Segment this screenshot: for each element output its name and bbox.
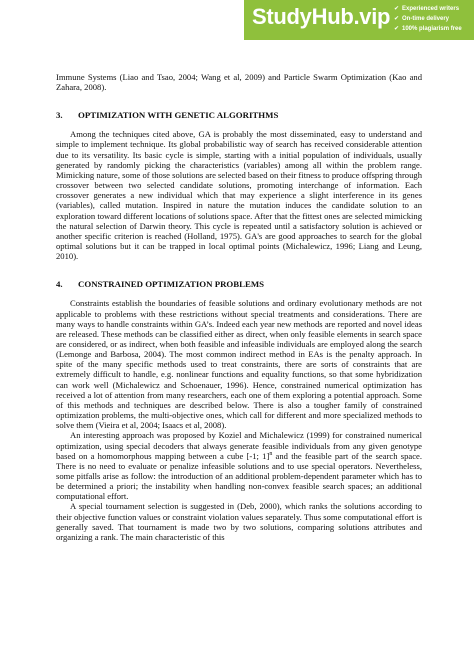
document-page [56,72,422,542]
superscript-n: n [269,450,273,457]
studyhub-logo[interactable]: StudyHub.vip [252,4,391,29]
section-number: 3. [56,110,63,121]
section-3-paragraph: Among the techniques cited above, GA is probably the most disseminated, easy to understand and simple to implement technique. Its global probabilistic way of search has received considerable attention due to its versatility. Its basic cycle is simple, starting with a initial population of individuals, usually generated by randomly picking the characteristics (variables) among all within the problem range. Mimicking nature, some of those solutions are selected based on their fitness to produce offspring through crossover between two selected candidate solutions, promoting interchange of information. Each crossover generates a new individual which that may experience a slight interference in its genes (variables), called mutation. Inspired in nature the mutation induces the candidate solution to an exploration toward different locations of solutions space. After that the fittest ones are selected mimicking the natural selection of Darwin theory. This cycle is repeated until a satisfactory solution is achieved or another specific criterion is reached (Holland, 1975). GA's are good approaches to search for the global optimal solutions but it can be trapped in local optimal points (Michalewicz, 1996; Liang and Leung, 2010). [56,129,422,262]
section-4-paragraph-1: Constraints establish the boundaries of feasible solutions and ordinary evolutionary methods are not applicable to problems with these restrictions without special treatments and considerations. There are many ways to handle constraints within GA’s. Indeed each year new methods are reported and novel ideas are released. These methods can be classified either as direct, when only feasible elements in search space are considered, or as indirect, when both feasible and infeasible individuals are employed along the search (Lemonge and Barbosa, 2004). The most common indirect method in EAs is the penalty approach. In spite of the many specific methods used to treat constraints, there are sorts of constraints that are extremely difficult to handle, e.g. nonlinear functions and equality functions, so that some hybridization can work well (Michalewicz and Schoenauer, 1996). Hence, constrained numerical optimization has received a lot of attention from many researchers, each one of them exploring a potential approach. Some of this methods and techniques are described below. There is also a tougher family of constrained optimization problems, the multi-objective ones, which call for different and more specialized methods to solve them (Vieira et al, 2004; Isaacs et al, 2008). [56,298,422,431]
check-icon: ✔ [394,16,400,22]
section-4-heading [56,279,422,289]
feature-item: ✔ Experienced writers [394,6,460,12]
studyhub-banner[interactable] [244,0,474,40]
section-title: OPTIMIZATION WITH GENETIC ALGORITHMS [78,110,279,121]
feature-item: ✔ On-time delivery [394,16,450,22]
feature-item: ✔ 100% plagiarism free [394,26,462,32]
section-number: 4. [56,279,63,290]
feature-list [394,4,462,34]
section-3-heading [56,110,422,120]
check-icon: ✔ [394,26,400,32]
section-4-paragraph-3: A special tournament selection is suggested in (Deb, 2000), which ranks the solutions according to their objective function values or constraint violation values separately. Thus some computational effort is generally saved. That tournament is made two by two solutions, comparing solutions attributes and organizing a rank. The main characteristic of this [56,501,422,542]
intro-paragraph: Immune Systems (Liao and Tsao, 2004; Wang et al, 2009) and Particle Swarm Optimization (Kao and Zahara, 2008). [56,72,422,93]
section-title: CONSTRAINED OPTIMIZATION PROBLEMS [78,279,265,290]
check-icon: ✔ [394,6,400,12]
section-4-paragraph-2: An interesting approach was proposed by Koziel and Michalewicz (1999) for constrained numerical optimization, using special decoders that always generate feasible individuals from any given genotype based on a homomorphous mapping between a cube [-1; 1]$^n$ and the feasible part of the search space. There is no need to evaluate or penalize infeasible solutions and to use special operators. Nevertheless, some pitfalls arise as follow: the introduction of an additional problem-dependent parameter which has to be determined a priori; the instability when handling non-convex feasible search spaces; an additional computational effort. [56,430,423,502]
